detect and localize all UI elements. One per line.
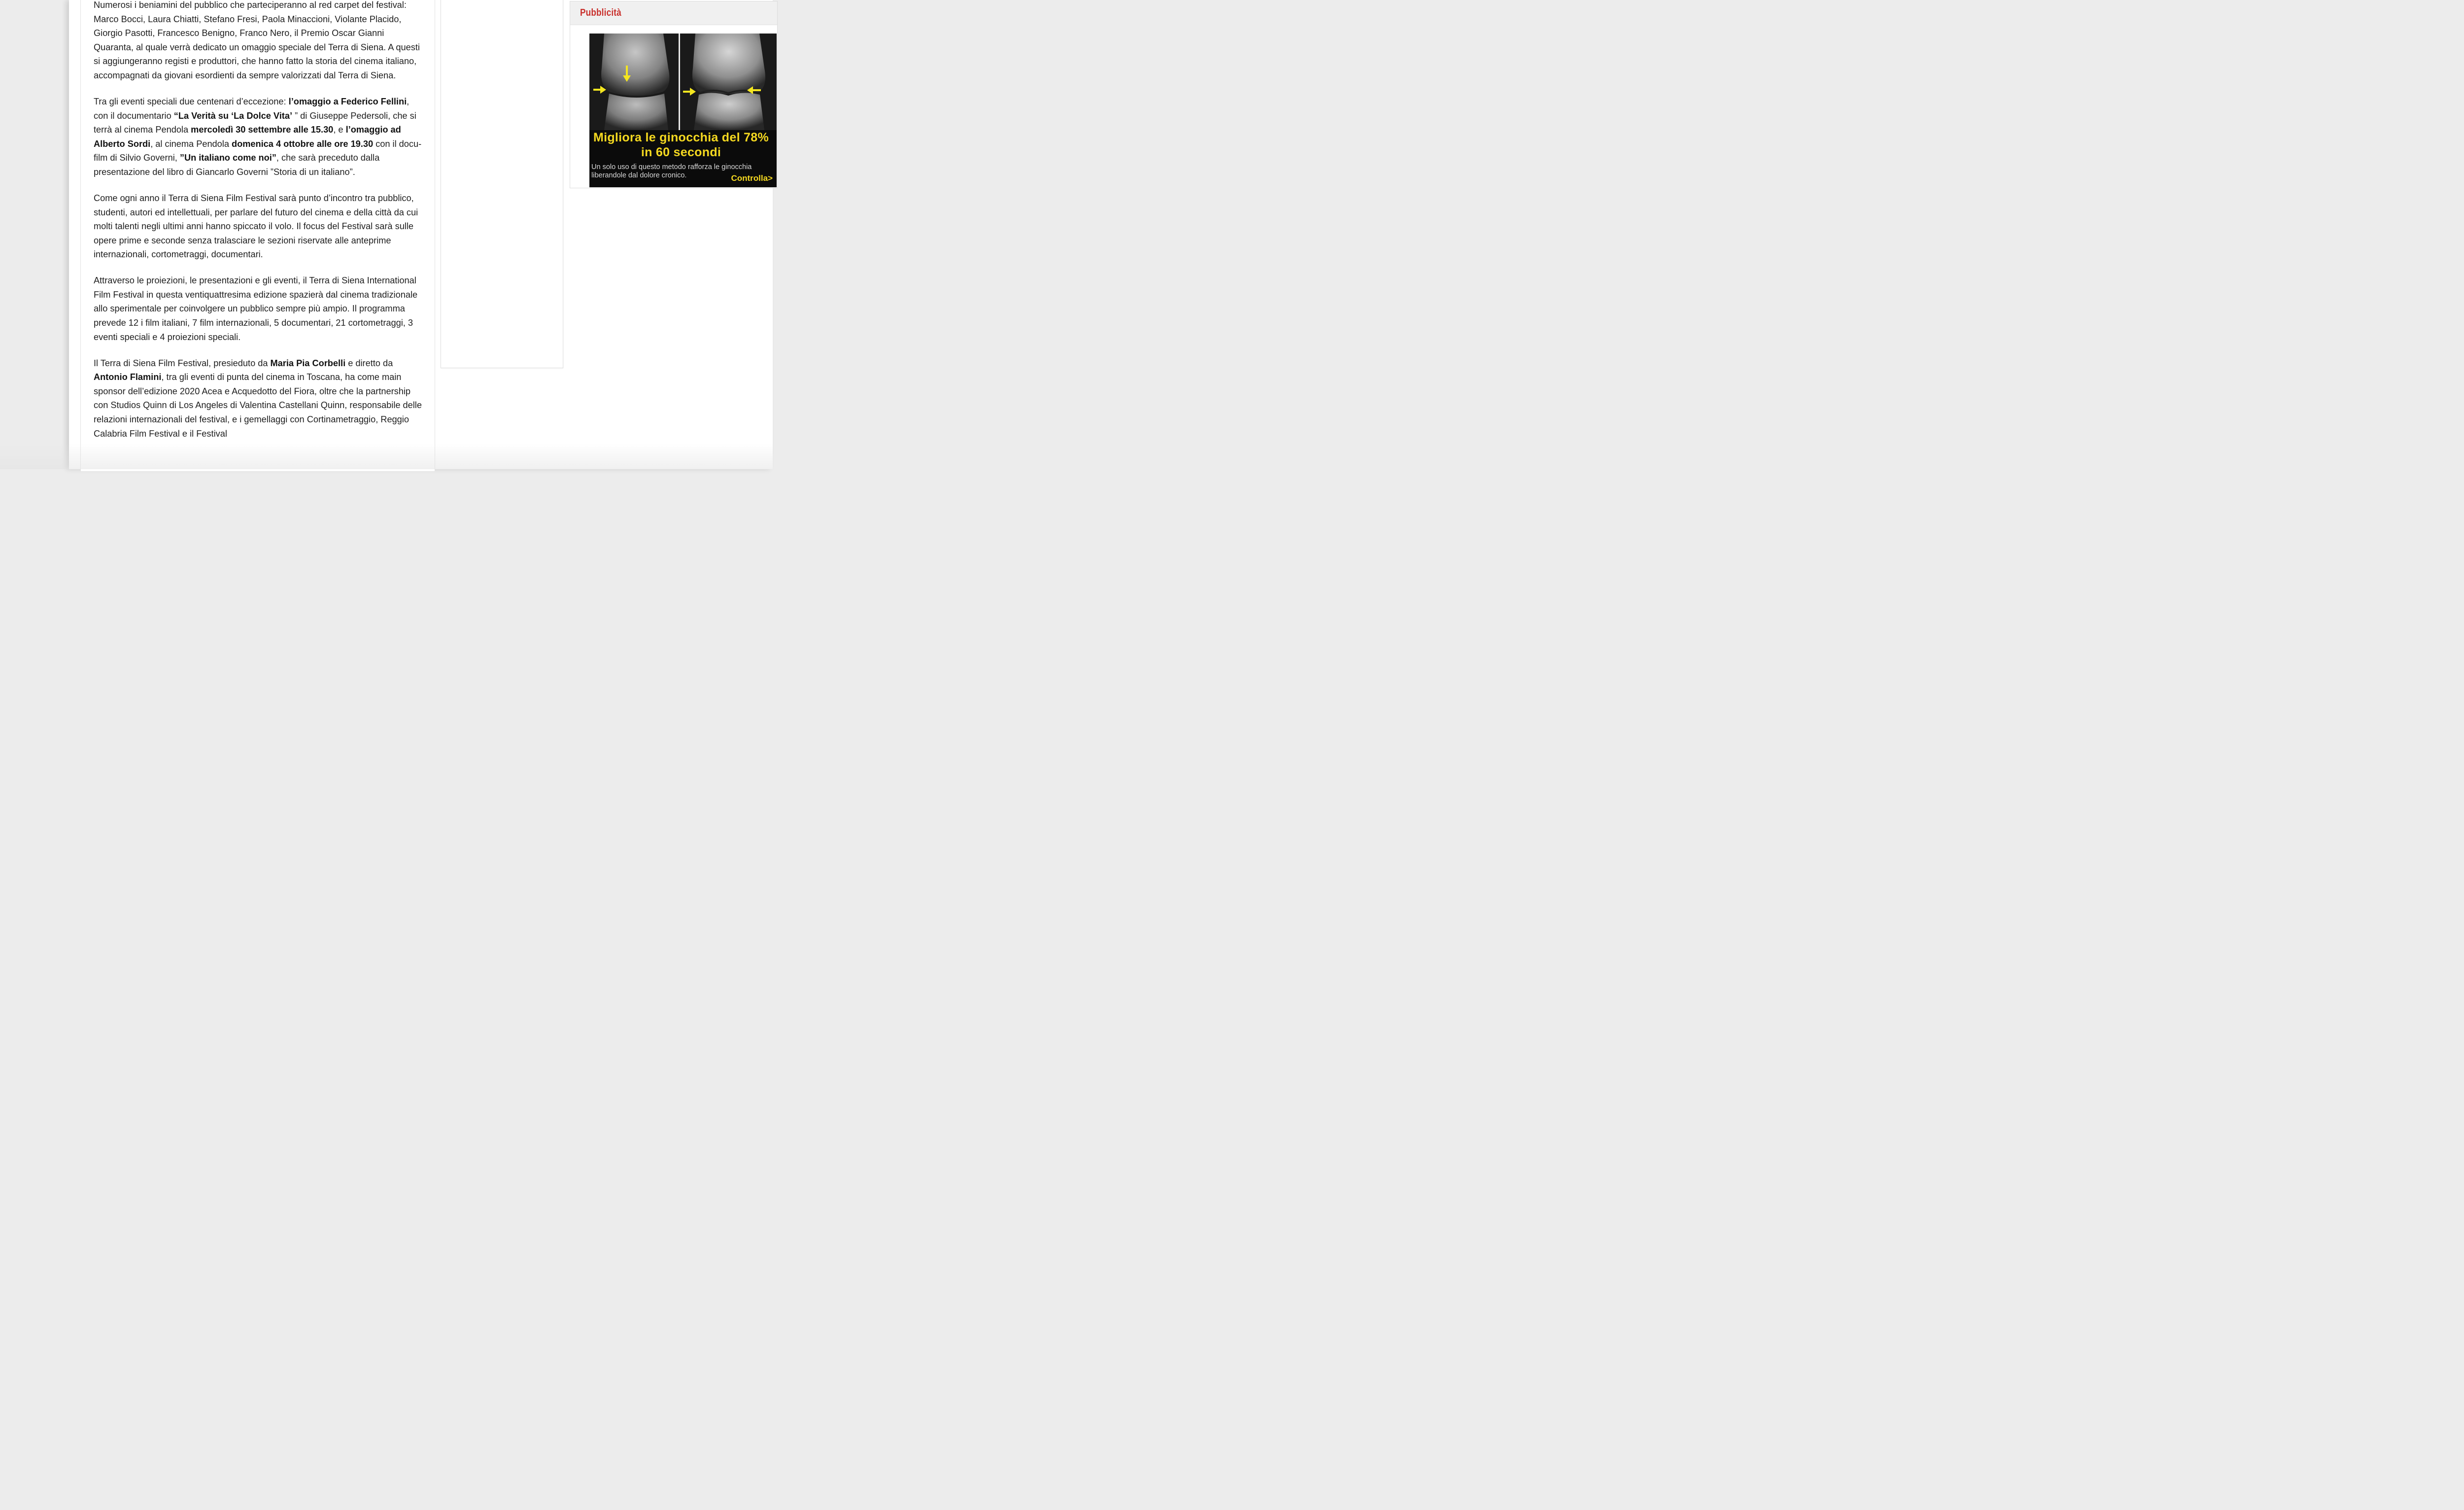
ad-cta-link[interactable]: Controlla> (731, 173, 773, 183)
text-run: Come ogni anno il Terra di Siena Film Festival sarà punto d’incontro tra pubblico, studenti, autori ed intellettuali, per parlare del futuro del cinema e della città da cui molti talenti negli ultimi anni hanno spiccato il volo. Il focus del Festival sarà sulle opere prime e seconde senza tralasciare le sezioni riservate alle anteprime internazionali, cortometraggi, documentari. (94, 193, 418, 260)
ad-subtext: Un solo uso di questo metodo rafforza le ginocchia liberandole dal dolore cronico. (591, 163, 752, 179)
bold-run: domenica 4 ottobre alle ore 19.30 (232, 138, 374, 149)
ad-headline: Migliora le ginocchia del 78% in 60 secondi (593, 131, 769, 159)
text-run: Il Terra di Siena Film Festival, presieduto da (94, 358, 271, 368)
text-run: ” di Giuseppe Pedersoli, che si terrà al cinema Pendola (94, 110, 416, 135)
middle-sidebar-panel (441, 0, 563, 368)
bold-run: l’omaggio ad Alberto Sordi (94, 125, 401, 149)
bold-run: ”Un italiano come noi” (179, 153, 276, 163)
article-paragraph (94, 274, 425, 344)
bold-run: mercoledì 30 settembre alle 15.30 (191, 125, 334, 135)
ad-widget-title: Pubblicità (580, 7, 621, 18)
ad-widget (570, 1, 778, 188)
ad-banner[interactable] (589, 34, 777, 187)
bold-run: l’omaggio a Federico Fellini (288, 96, 407, 106)
text-run: Tra gli eventi speciali due centenari d’eccezione: (94, 96, 289, 106)
text-run: , e (333, 125, 346, 135)
text-run: Numerosi i beniamini del pubblico che parteciperanno al red carpet del festival: Marco Bocci, Laura Chiatti, Stefano Fresi, Paola Minaccioni, Violante Placido, Giorgio Pasotti, Francesco Benigno, Franco Nero, il Premio Oscar Gianni Quaranta, al quale verrà dedicato un omaggio speciale del Terra di Siena. A questi si aggiungeranno registi e produttori, che hanno fatto la storia del cinema italiano, accompagnati da giovani esordienti da sempre valorizzati dal Terra di Siena. (94, 0, 420, 80)
article-paragraph (94, 356, 425, 441)
article-paragraph (94, 0, 425, 83)
article-body (94, 0, 425, 453)
bold-run: Maria Pia Corbelli (270, 358, 346, 368)
text-run: e diretto da (345, 358, 393, 368)
article-paragraph (94, 191, 425, 262)
bold-run: Antonio Flamini (94, 372, 162, 382)
bold-run: “La Verità su ‘La Dolce Vita’ (173, 110, 293, 121)
text-run: , che sarà preceduto dalla presentazione del libro di Giancarlo Governi ”Storia di un italiano”. (94, 153, 380, 177)
ad-widget-header (570, 1, 777, 25)
text-run: Attraverso le proiezioni, le presentazioni e gli eventi, il Terra di Siena International Film Festival in questa ventiquattresima edizione spazierà dal cinema tradizionale allo sperimentale per coinvolgere un pubblico sempre più ampio. Il programma prevede 12 i film italiani, 7 film internazionali, 5 documentari, 21 cortometraggi, 3 eventi speciali e 4 proiezioni speciali. (94, 275, 418, 342)
article-paragraph (94, 95, 425, 179)
text-run: , al cinema Pendola (150, 138, 232, 149)
text-run: , con il documentario (94, 96, 410, 121)
knee-xray-image (589, 34, 777, 130)
text-run: , tra gli eventi di punta del cinema in Toscana, ha come main sponsor dell’edizione 2020 Acea e Acquedotto del Fiora, oltre che la partnership con Studios Quinn di Los Angeles di Valentina Castellani Quinn, responsabile delle relazioni internazionali del festival, e i gemellaggi con Cortinametraggio, Reggio Calabria Film Festival e il Festival (94, 372, 422, 439)
text-run: con il docu-film di Silvio Governi, (94, 138, 422, 163)
